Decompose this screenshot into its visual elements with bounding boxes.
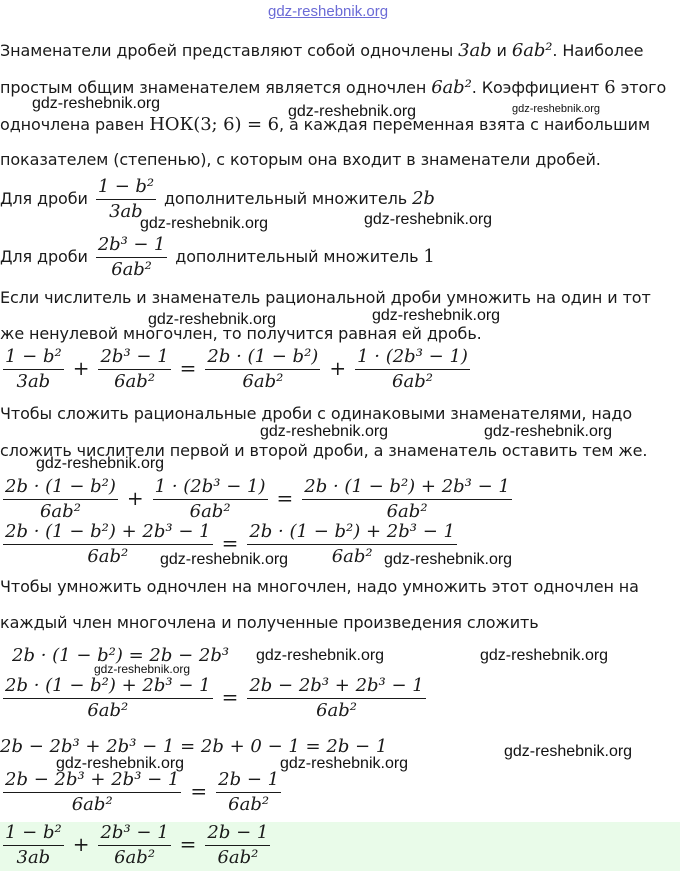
denominator: 6ab² [87, 700, 129, 721]
math-3ab: 3ab [458, 40, 492, 61]
math-6ab2: 6ab² [511, 40, 553, 61]
watermark: gdz-reshebnik.org [480, 647, 609, 664]
rule-2-line-2: сложить числители первой и второй дроби, а знаменатель оставить тем же. [0, 441, 648, 460]
paragraph-1-line-4: показателем (степенью), с которым она входит в знаменатели дробей. [0, 150, 601, 169]
paragraph-1-line-1 [0, 40, 643, 61]
final-answer [0, 822, 273, 869]
watermark: gdz-reshebnik.org [364, 211, 493, 228]
fraction [205, 822, 270, 869]
equals-sign: = [221, 530, 239, 555]
text-fragment: . Коэффициент [471, 78, 600, 97]
watermark: gdz-reshebnik.org [372, 307, 501, 324]
denominator: 6ab² [114, 847, 156, 868]
numerator: 2b³ − 1 [96, 234, 167, 258]
denominator: 6ab² [228, 794, 270, 815]
denominator: 6ab² [39, 501, 81, 522]
numerator: 2b · (1 − b²) + 2b³ − 1 [3, 675, 213, 699]
denominator: 6ab² [316, 700, 358, 721]
plus-sign: + [126, 485, 144, 510]
equals-sign: = [179, 831, 197, 856]
rule-2-line-1: Чтобы сложить рациональные дроби с одинаковыми знаменателями, надо [0, 404, 633, 423]
watermark: gdz-reshebnik.org [260, 423, 389, 440]
equals-sign: = [190, 778, 208, 803]
math-nok: НОК(3; 6) = 6 [149, 114, 279, 135]
watermark: gdz-reshebnik.org [160, 551, 289, 568]
fraction [3, 476, 118, 523]
watermark: gdz-reshebnik.org [288, 103, 417, 120]
numerator: 2b · (1 − b²) + 2b³ − 1 [302, 476, 512, 500]
denominator: 3ab [16, 847, 51, 868]
text-fragment: . Наиболее [552, 41, 644, 60]
site-link[interactable]: gdz-reshebnik.org [268, 3, 389, 20]
multiplier-line-2 [0, 234, 435, 281]
plus-sign: + [72, 831, 90, 856]
equation-2 [0, 476, 515, 523]
fraction [216, 769, 281, 816]
denominator: 6ab² [87, 546, 129, 567]
text-fragment: , а каждая переменная взята с наибольшим [279, 115, 650, 134]
fraction [98, 822, 170, 869]
equation-5 [0, 675, 429, 722]
watermark: gdz-reshebnik.org [32, 95, 161, 112]
watermark: gdz-reshebnik.org [384, 551, 513, 568]
equation-7 [0, 769, 284, 816]
watermark: gdz-reshebnik.org [94, 662, 191, 676]
denominator: 3ab [109, 201, 143, 222]
fraction [98, 346, 170, 393]
equation-6: 2b − 2b³ + 2b³ − 1 = 2b + 0 − 1 = 2b − 1 [0, 736, 388, 757]
numerator: 1 − b² [3, 822, 64, 846]
fraction [302, 476, 512, 523]
fraction [205, 346, 320, 393]
equation-1 [0, 346, 473, 393]
denominator: 3ab [16, 371, 51, 392]
denominator: 6ab² [217, 847, 259, 868]
text-fragment: простым общим знаменателем является одночлен [0, 78, 427, 97]
plus-sign: + [72, 355, 90, 380]
fraction [247, 675, 425, 722]
numerator: 2b · (1 − b²) [205, 346, 320, 370]
numerator: 2b · (1 − b²) [3, 476, 118, 500]
rule-3-line-2: каждый член многочлена и полученные произведения сложить [0, 613, 539, 632]
denominator: 6ab² [114, 371, 156, 392]
numerator: 2b − 1 [205, 822, 270, 846]
denominator: 6ab² [242, 371, 284, 392]
numerator: 2b³ − 1 [98, 822, 170, 846]
text-fragment: Для дроби [0, 189, 88, 208]
rule-1-line-1: Если числитель и знаменатель рациональной дроби умножить на один и тот [0, 288, 651, 307]
denominator: 6ab² [392, 371, 433, 392]
numerator: 2b · (1 − b²) + 2b³ − 1 [247, 521, 457, 545]
fraction [3, 675, 213, 722]
equals-sign: = [221, 684, 239, 709]
equals-sign: = [276, 485, 294, 510]
watermark: gdz-reshebnik.org [484, 423, 613, 440]
watermark: gdz-reshebnik.org [148, 311, 277, 328]
watermark: gdz-reshebnik.org [36, 455, 165, 472]
fraction [96, 234, 167, 281]
math-2b: 2b [412, 188, 435, 209]
rule-3-line-1: Чтобы умножить одночлен на многочлен, надо умножить этот одночлен на [0, 577, 639, 596]
fraction [3, 769, 181, 816]
numerator: 1 − b² [3, 346, 64, 370]
denominator: 6ab² [71, 794, 113, 815]
plus-sign: + [329, 355, 347, 380]
equals-sign: = [179, 355, 197, 380]
text-fragment: дополнительный множитель [175, 247, 419, 266]
numerator: 2b − 1 [216, 769, 281, 793]
watermark: gdz-reshebnik.org [140, 215, 269, 232]
fraction [3, 346, 64, 393]
numerator: 1 · (2b³ − 1) [355, 346, 470, 370]
rule-1-line-2: же ненулевой многочлен, то получится равная ей дробь. [0, 324, 482, 343]
text-fragment: одночлена равен [0, 115, 145, 134]
fraction [355, 346, 470, 393]
numerator: 1 − b² [96, 176, 156, 200]
text-fragment: дополнительный множитель [163, 189, 408, 208]
fraction [3, 822, 64, 869]
fraction [153, 476, 268, 523]
denominator: 6ab² [189, 501, 231, 522]
equation-4: 2b · (1 − b²) = 2b − 2b³ [12, 645, 230, 666]
numerator: 2b · (1 − b²) + 2b³ − 1 [3, 521, 213, 545]
watermark: gdz-reshebnik.org [504, 743, 633, 760]
text-fragment: Для дроби [0, 247, 88, 266]
numerator: 1 · (2b³ − 1) [153, 476, 268, 500]
watermark: gdz-reshebnik.org [280, 755, 409, 772]
math-1: 1 [423, 246, 435, 267]
text-fragment: этого [620, 78, 667, 97]
watermark: gdz-reshebnik.org [56, 755, 185, 772]
text-fragment: Знаменатели дробей представляют собой одночлены [0, 41, 454, 60]
numerator: 2b − 2b³ + 2b³ − 1 [247, 675, 425, 699]
numerator: 2b³ − 1 [98, 346, 170, 370]
watermark: gdz-reshebnik.org [512, 103, 601, 115]
denominator: 6ab² [331, 546, 373, 567]
watermark: gdz-reshebnik.org [256, 647, 385, 664]
math-6ab2: 6ab² [431, 77, 472, 98]
numerator: 2b − 2b³ + 2b³ − 1 [3, 769, 181, 793]
denominator: 6ab² [386, 501, 428, 522]
denominator: 6ab² [111, 259, 152, 280]
math-6: 6 [604, 77, 616, 98]
text-fragment: и [496, 41, 507, 60]
